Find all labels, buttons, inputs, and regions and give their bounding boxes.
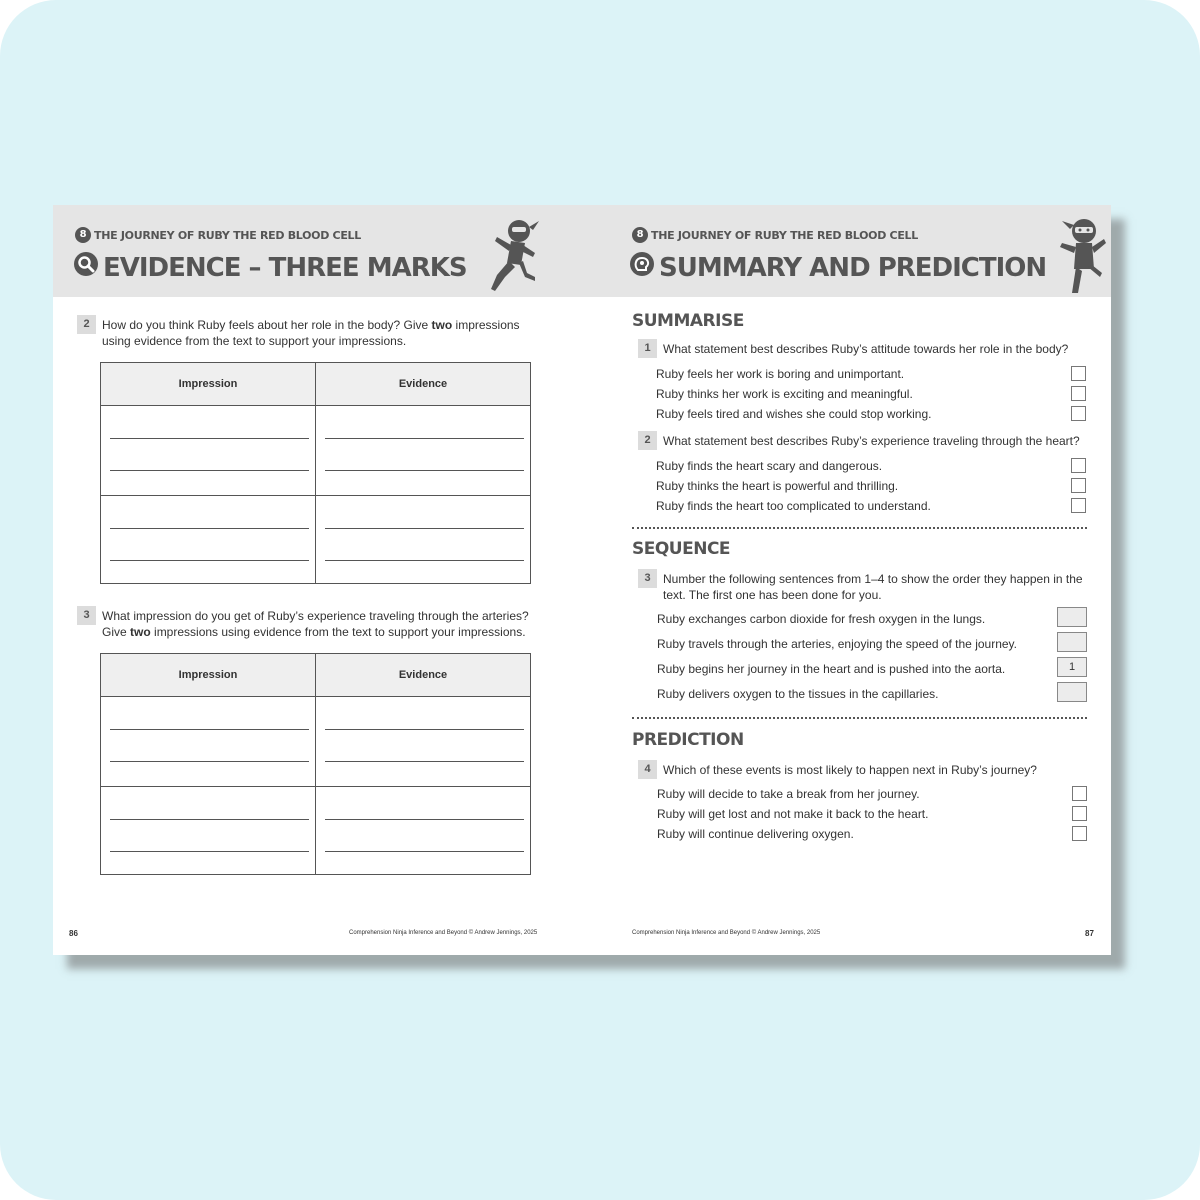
sequence-answer-box[interactable] (1057, 682, 1087, 702)
sequence-item (657, 609, 1087, 629)
option-text: Ruby thinks the heart is powerful and thrilling. (656, 479, 899, 493)
evidence-table-q2 (100, 362, 531, 584)
page-number: 87 (1085, 929, 1094, 938)
table-row (101, 697, 530, 787)
impression-cell[interactable] (101, 787, 316, 874)
option-checkbox[interactable] (1072, 826, 1087, 841)
chapter-eyebrow (75, 227, 361, 243)
copyright-credit: Comprehension Ninja Inference and Beyond © Andrew Jennings, 2025 (349, 930, 538, 936)
question-text-line-1: How do you think Ruby feels about her role in the body? Give two impressions (102, 318, 520, 332)
question-number: 2 (638, 431, 657, 450)
page-title (629, 251, 1046, 284)
question-text-line-1: What impression do you get of Ruby’s experience traveling through the arteries? (102, 609, 529, 623)
sequence-question (638, 571, 1083, 603)
option-text: Ruby feels her work is boring and unimportant. (656, 367, 905, 381)
page-title (73, 251, 467, 284)
question-text-line-2: text. The first one has been done for you. (663, 588, 882, 602)
summarise-question-2 (638, 433, 1080, 450)
ninja-illustration-icon (483, 217, 541, 302)
table-row (101, 406, 530, 496)
right-page (582, 205, 1111, 955)
answer-option (656, 458, 1086, 474)
page-title-text: SUMMARY AND PREDICTION (659, 252, 1047, 283)
prediction-question (638, 762, 1037, 779)
answer-option (657, 786, 1087, 802)
ninja-illustration-icon (1054, 217, 1112, 302)
question-number: 3 (638, 569, 657, 588)
evidence-cell[interactable] (316, 406, 530, 495)
option-checkbox[interactable] (1071, 366, 1086, 381)
impression-cell[interactable] (101, 697, 316, 786)
impression-cell[interactable] (101, 496, 316, 583)
answer-option (656, 366, 1086, 382)
sequence-text: Ruby exchanges carbon dioxide for fresh oxygen in the lungs. (657, 612, 986, 626)
page-number: 86 (69, 929, 78, 938)
question-number: 1 (638, 339, 657, 358)
question-number: 3 (77, 606, 96, 625)
question-number: 4 (638, 760, 657, 779)
section-heading-prediction: PREDICTION (632, 730, 744, 750)
option-checkbox[interactable] (1071, 386, 1086, 401)
chapter-number: 8 (75, 227, 91, 243)
question-text-line-2: Give two impressions using evidence from the text to support your impressions. (102, 625, 526, 639)
section-divider (632, 717, 1087, 719)
column-header-evidence: Evidence (398, 378, 448, 390)
question-text-line-1: Number the following sentences from 1–4 to show the order they happen in the (663, 572, 1083, 586)
column-header-evidence: Evidence (398, 669, 448, 681)
sequence-answer-box[interactable] (1057, 632, 1087, 652)
impression-cell[interactable] (101, 406, 316, 495)
sequence-answer-box[interactable]: 1 (1057, 657, 1087, 677)
sequence-item (657, 634, 1087, 654)
answer-option (657, 826, 1087, 842)
section-heading-sequence: SEQUENCE (632, 539, 731, 559)
option-text: Ruby will decide to take a break from her journey. (657, 787, 920, 801)
question-number: 2 (77, 315, 96, 334)
copyright-credit: Comprehension Ninja Inference and Beyond © Andrew Jennings, 2025 (632, 930, 821, 936)
option-checkbox[interactable] (1071, 478, 1086, 493)
lightbulb-head-icon (629, 251, 655, 284)
chapter-title: THE JOURNEY OF RUBY THE RED BLOOD CELL (651, 228, 918, 242)
option-checkbox[interactable] (1072, 786, 1087, 801)
table-header (101, 654, 530, 697)
page-title-text: EVIDENCE – THREE MARKS (103, 252, 467, 283)
sequence-answer-box[interactable] (1057, 607, 1087, 627)
section-heading-summarise: SUMMARISE (632, 311, 744, 331)
chapter-eyebrow (632, 227, 918, 243)
magnifier-icon (73, 251, 99, 284)
sequence-text: Ruby begins her journey in the heart and is pushed into the aorta. (657, 662, 1006, 676)
table-row (101, 496, 530, 583)
chapter-number: 8 (632, 227, 648, 243)
answer-option (656, 406, 1086, 422)
section-divider (632, 527, 1087, 529)
option-checkbox[interactable] (1072, 806, 1087, 821)
book-spread (53, 205, 1111, 955)
answer-option (656, 478, 1086, 494)
table-header (101, 363, 530, 406)
option-text: Ruby thinks her work is exciting and meaningful. (656, 387, 913, 401)
answer-option (657, 806, 1087, 822)
option-checkbox[interactable] (1071, 406, 1086, 421)
column-header-impression: Impression (101, 363, 316, 405)
option-text: Ruby will get lost and not make it back to the heart. (657, 807, 929, 821)
evidence-cell[interactable] (316, 787, 530, 874)
question-text: What statement best describes Ruby’s experience traveling through the heart? (663, 434, 1080, 448)
option-text: Ruby finds the heart scary and dangerous. (656, 459, 883, 473)
sequence-item (657, 659, 1087, 679)
left-page (53, 205, 582, 955)
question-text-line-2: using evidence from the text to support your impressions. (102, 334, 407, 348)
question-3 (77, 608, 529, 640)
sequence-item (657, 684, 1087, 704)
option-checkbox[interactable] (1071, 458, 1086, 473)
sequence-text: Ruby travels through the arteries, enjoying the speed of the journey. (657, 637, 1017, 651)
option-text: Ruby will continue delivering oxygen. (657, 827, 854, 841)
option-checkbox[interactable] (1071, 498, 1086, 513)
option-text: Ruby finds the heart too complicated to understand. (656, 499, 931, 513)
answer-option (656, 498, 1086, 514)
chapter-title: THE JOURNEY OF RUBY THE RED BLOOD CELL (94, 228, 361, 242)
answer-option (656, 386, 1086, 402)
question-2 (77, 317, 520, 349)
question-text: What statement best describes Ruby’s attitude towards her role in the body? (663, 342, 1069, 356)
option-text: Ruby feels tired and wishes she could stop working. (656, 407, 932, 421)
page-header (53, 205, 582, 297)
evidence-table-q3 (100, 653, 531, 875)
summarise-question-1 (638, 341, 1068, 358)
evidence-cell[interactable] (316, 496, 530, 583)
question-text: Which of these events is most likely to happen next in Ruby’s journey? (663, 763, 1037, 777)
sequence-text: Ruby delivers oxygen to the tissues in the capillaries. (657, 687, 939, 701)
evidence-cell[interactable] (316, 697, 530, 786)
page-header (582, 205, 1111, 297)
column-header-impression: Impression (101, 654, 316, 696)
table-row (101, 787, 530, 874)
